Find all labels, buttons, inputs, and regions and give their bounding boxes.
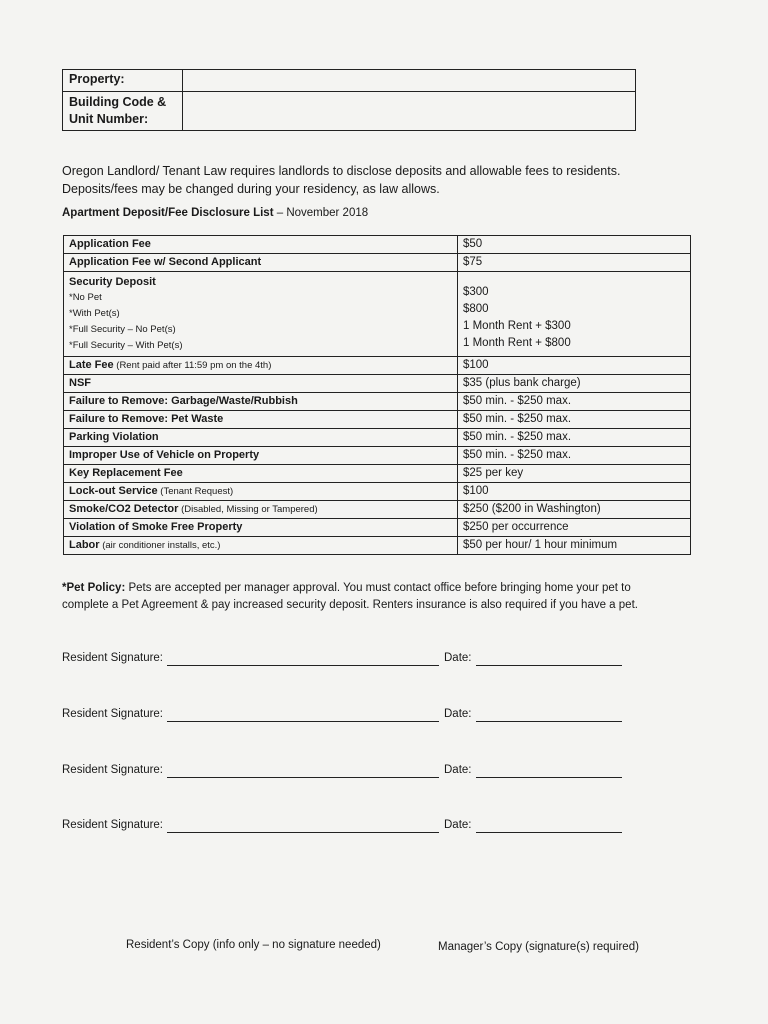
fee-amount: $50 per hour/ 1 hour minimum [458,537,691,555]
date-line[interactable] [476,721,622,722]
fee-amount: $35 (plus bank charge) [458,375,691,393]
pet-policy-line1: Pets are accepted per manager approval. You must contact office before bringing home your pet to [125,582,631,594]
fee-amount: $50 min. - $250 max. [458,429,691,447]
fee-row [64,357,691,375]
fee-row [64,254,691,272]
fee-row [64,236,691,254]
security-item: *With Pet(s) [69,308,120,319]
property-info-table [62,69,636,131]
fee-amount: $100 [458,357,691,375]
fee-name: Application Fee [64,236,458,254]
fee-name: Labor (air conditioner installs, etc.) [64,537,458,555]
date-label: Date: [444,708,472,720]
date-label: Date: [444,764,472,776]
resident-signature-label: Resident Signature: [62,652,164,664]
building-unit-field[interactable] [183,92,636,131]
security-deposit-amounts [458,272,691,357]
security-amount: 1 Month Rent + $800 [463,337,571,349]
pet-policy-line2: complete a Pet Agreement & pay increased security deposit. Renters insurance is also required if you have a pet. [62,599,638,611]
fee-amount: $250 ($200 in Washington) [458,501,691,519]
intro-paragraph [62,162,702,198]
date-line[interactable] [476,832,622,833]
resident-signature-line[interactable] [167,721,439,722]
intro-line-1: Oregon Landlord/ Tenant Law requires landlords to disclose deposits and allowable fees to residents. [62,164,621,178]
building-label-line1: Building Code & [69,95,167,109]
security-item: *No Pet [69,292,102,303]
fee-row [64,519,691,537]
list-title [62,207,368,219]
date-line[interactable] [476,665,622,666]
security-amount: 1 Month Rent + $300 [463,320,571,332]
date-label: Date: [444,652,472,664]
fee-amount: $100 [458,483,691,501]
security-amount: $300 [463,286,489,298]
signature-row [62,817,632,837]
fee-row [64,537,691,555]
signature-row [62,762,632,782]
fee-name: Parking Violation [64,429,458,447]
pet-policy-label: *Pet Policy: [62,582,126,594]
fee-row [64,411,691,429]
fee-name: Key Replacement Fee [64,465,458,483]
resident-signature-label: Resident Signature: [62,819,164,831]
security-item: *Full Security – No Pet(s) [69,324,176,335]
fee-row [64,501,691,519]
signature-row [62,650,632,670]
fee-name: Failure to Remove: Pet Waste [64,411,458,429]
fee-name: NSF [64,375,458,393]
fee-name: Lock-out Service (Tenant Request) [64,483,458,501]
resident-signature-line[interactable] [167,832,439,833]
fee-name: Smoke/CO2 Detector (Disabled, Missing or Tampered) [64,501,458,519]
fee-row [64,375,691,393]
fee-name: Late Fee (Rent paid after 11:59 pm on the 4th) [64,357,458,375]
date-label: Date: [444,819,472,831]
list-title-date: – November 2018 [273,207,369,219]
security-deposit-title: Security Deposit [69,276,156,288]
fee-amount: $50 [458,236,691,254]
fee-amount: $25 per key [458,465,691,483]
resident-signature-label: Resident Signature: [62,708,164,720]
security-item: *Full Security – With Pet(s) [69,340,183,351]
fee-name: Application Fee w/ Second Applicant [64,254,458,272]
resident-signature-line[interactable] [167,777,439,778]
fee-amount: $50 min. - $250 max. [458,411,691,429]
fee-name: Violation of Smoke Free Property [64,519,458,537]
security-deposit-name [64,272,458,357]
fee-amount: $75 [458,254,691,272]
building-unit-label [63,92,183,131]
fee-row [64,447,691,465]
fee-name: Failure to Remove: Garbage/Waste/Rubbish [64,393,458,411]
resident-signature-line[interactable] [167,665,439,666]
fee-amount: $50 min. - $250 max. [458,447,691,465]
fee-name: Improper Use of Vehicle on Property [64,447,458,465]
fee-amount: $50 min. - $250 max. [458,393,691,411]
manager-copy-note: Manager’s Copy (signature(s) required) [438,941,639,953]
pet-policy [62,580,712,614]
building-label-line2: Unit Number: [69,112,149,126]
signature-row [62,706,632,726]
fee-table [63,235,691,555]
security-deposit-row [64,272,691,357]
intro-line-2: Deposits/fees may be changed during your residency, as law allows. [62,182,440,196]
fee-row [64,483,691,501]
date-line[interactable] [476,777,622,778]
fee-row [64,465,691,483]
property-field[interactable] [183,70,636,92]
resident-signature-label: Resident Signature: [62,764,164,776]
security-amount: $800 [463,303,489,315]
list-title-bold: Apartment Deposit/Fee Disclosure List [62,207,274,219]
resident-copy-note: Resident’s Copy (info only – no signature needed) [126,939,381,951]
fee-row [64,429,691,447]
fee-amount: $250 per occurrence [458,519,691,537]
property-label: Property: [63,70,183,92]
fee-row [64,393,691,411]
